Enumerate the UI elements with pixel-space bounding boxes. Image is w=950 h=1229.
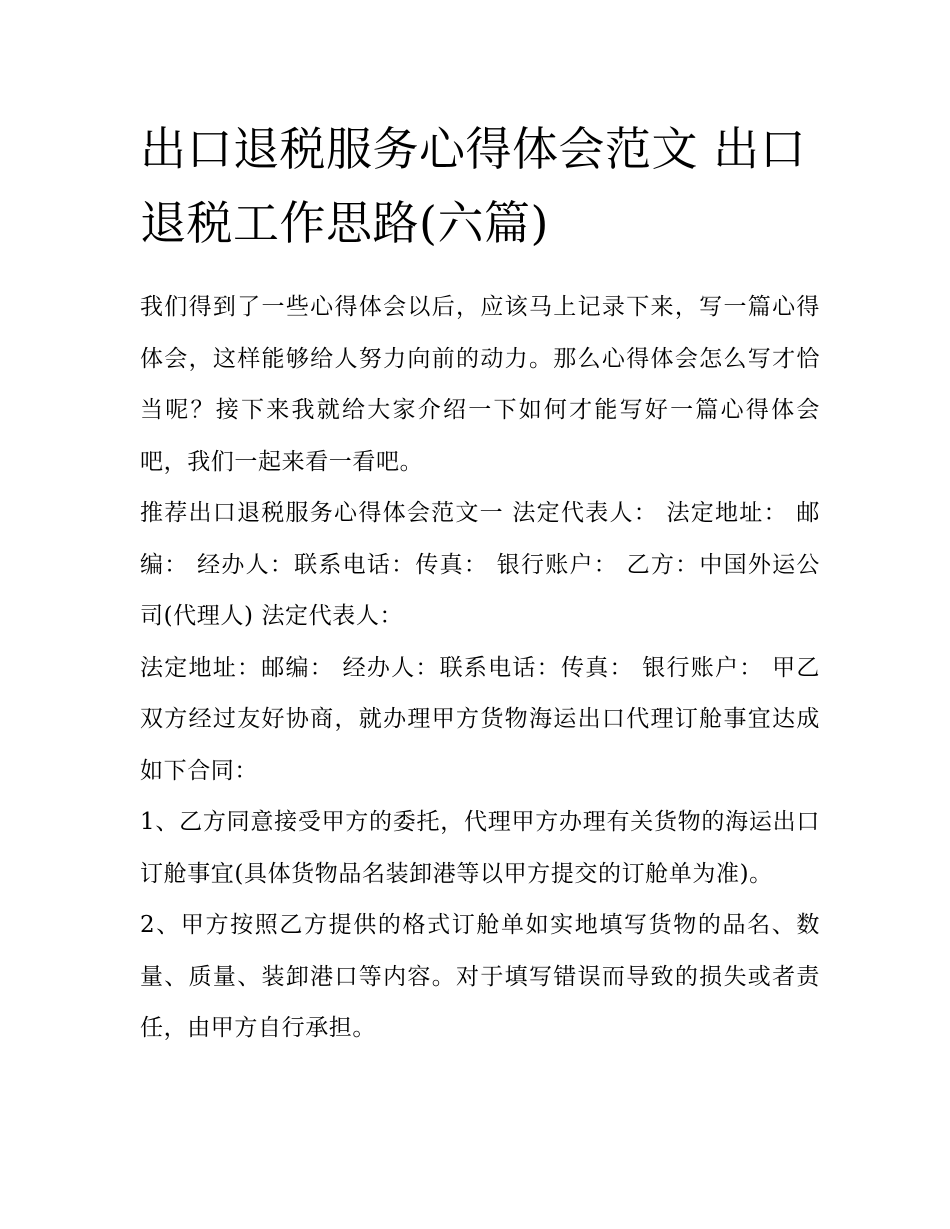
clause-2-paragraph: 2、甲方按照乙方提供的格式订舱单如实地填写货物的品名、数量、质量、装卸港口等内容。对于填写错误而导致的损失或者责任，由甲方自行承担。 xyxy=(140,912,820,1041)
document-title: 出口退税服务心得体会范文 出口退税工作思路(六篇) xyxy=(140,122,807,250)
clause-1-paragraph: 1、乙方同意接受甲方的委托，代理甲方办理有关货物的海运出口订舱事宜(具体货物品名装卸港等以甲方提交的订舱单为准)。 xyxy=(140,809,820,887)
document-body xyxy=(140,112,820,1055)
contract-parties-paragraph: 推荐出口退税服务心得体会范文一 法定代表人： 法定地址： 邮编： 经办人：联系电话：传真： 银行账户： 乙方：中国外运公司(代理人) 法定代表人： xyxy=(140,500,820,629)
intro-paragraph: 我们得到了一些心得体会以后，应该马上记录下来，写一篇心得体会，这样能够给人努力向前的动力。那么心得体会怎么写才恰当呢？接下来我就给大家介绍一下如何才能写好一篇心得体会吧，我们一起来看一看吧。 xyxy=(140,294,820,475)
contract-preamble-paragraph: 法定地址：邮编： 经办人：联系电话：传真： 银行账户： 甲乙双方经过友好协商，就办理甲方货物海运出口代理订舱事宜达成如下合同： xyxy=(140,654,820,784)
